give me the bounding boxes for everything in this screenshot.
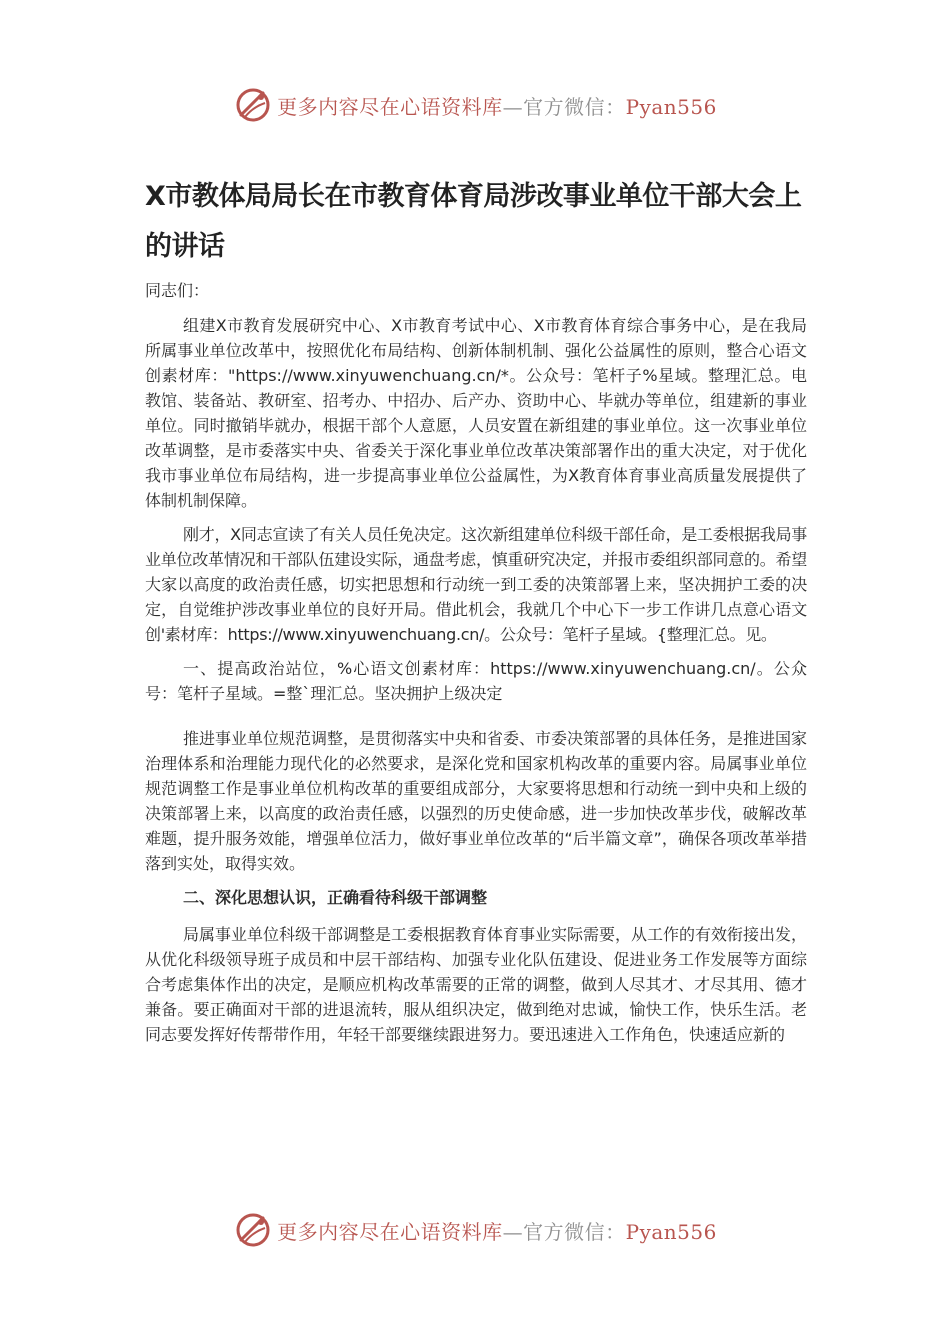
brush-logo-icon (233, 85, 273, 125)
greeting: 同志们： (145, 281, 210, 300)
banner-wechat-id: Pyan556 (625, 94, 717, 119)
paragraph-2: 刚才，X同志宣读了有关人员任免决定。这次新组建单位科级干部任命，是工委根据我局事业单位改革情况和干部队伍建设实际，通盘考虑，慎重研究决定，并报市委组织部同意的。希望大家以高度的政治责任感，切实把思想和行动统一到工委的决策部署上来，坚决拥护工委的决定，自觉维护涉改事业单位的良好开局。借此机会，我就几个中心下一步工作讲几点意心语文创'素材库：https://www.xinyuwenchuang.cn/。公众号：笔杆子星域。{整理汇总。见。 (145, 525, 807, 644)
footer-watermark-banner (0, 1208, 950, 1252)
banner-dash-text: —官方微信： (502, 1219, 626, 1244)
banner-wechat-id: Pyan556 (625, 1219, 717, 1244)
banner-text (277, 1216, 717, 1245)
banner-main-text: 更多内容尽在心语资料库 (277, 94, 503, 119)
section-heading-1: 一、提高政治站位，%心语文创素材库：https://www.xinyuwenchuang.cn/。公众号：笔杆子星域。=整`理汇总。坚决拥护上级决定 (145, 659, 807, 703)
banner-text (277, 91, 717, 120)
paragraph-4: 局属事业单位科级干部调整是工委根据教育体育事业实际需要，从工作的有效衔接出发，从优化科级领导班子成员和中层干部结构、加强专业化队伍建设、促进业务工作发展等方面综合考虑集体作出的决定，是顺应机构改革需要的正常的调整，做到人尽其才、才尽其用、德才兼备。要正确面对干部的进退流转，服从组织决定，做到绝对忠诚，愉快工作，快乐生活。老同志要发挥好传帮带作用，年轻干部要继续跟进努力。要迅速进入工作角色，快速适应新的 (145, 925, 808, 1044)
brush-logo-icon (233, 1210, 273, 1250)
banner-dash-text: —官方微信： (502, 94, 626, 119)
header-watermark-banner (0, 83, 950, 127)
section-heading-2: 二、深化思想认识，正确看待科级干部调整 (183, 888, 488, 907)
paragraph-3: 推进事业单位规范调整，是贯彻落实中央和省委、市委决策部署的具体任务，是推进国家治理体系和治理能力现代化的必然要求，是深化党和国家机构改革的重要内容。局属事业单位规范调整工作是事业单位机构改革的重要组成部分，大家要将思想和行动统一到中央和上级的决策部署上来，以高度的政治责任感，以强烈的历史使命感，进一步加快改革步伐，破解改革难题，提升服务效能，增强单位活力，做好事业单位改革的“后半篇文章”，确保各项改革举措落到实处，取得实效。 (145, 729, 808, 873)
document-title: X市教体局局长在市教育体育局涉改事业单位干部大会上的讲话 (145, 181, 802, 262)
paragraph-1: 组建X市教育发展研究中心、X市教育考试中心、X市教育体育综合事务中心，是在我局所属事业单位改革中，按照优化布局结构、创新体制机制、强化公益属性的原则，整合心语文创素材库："https://www.xinyuwenchuang.cn/*。公众号：笔杆子%星域。整理汇总。电教馆、装备站、教研室、招考办、中招办、后产办、资助中心、毕就办等单位，组建新的事业单位。同时撤销毕就办，根据干部个人意愿，人员安置在新组建的事业单位。这一次事业单位改革调整，是市委落实中央、省委关于深化事业单位改革决策部署作出的重大决定，对于优化我市事业单位布局结构，进一步提高事业单位公益属性，为X教育体育事业高质量发展提供了体制机制保障。 (145, 316, 807, 510)
document-body (145, 172, 807, 1056)
banner-main-text: 更多内容尽在心语资料库 (277, 1219, 503, 1244)
